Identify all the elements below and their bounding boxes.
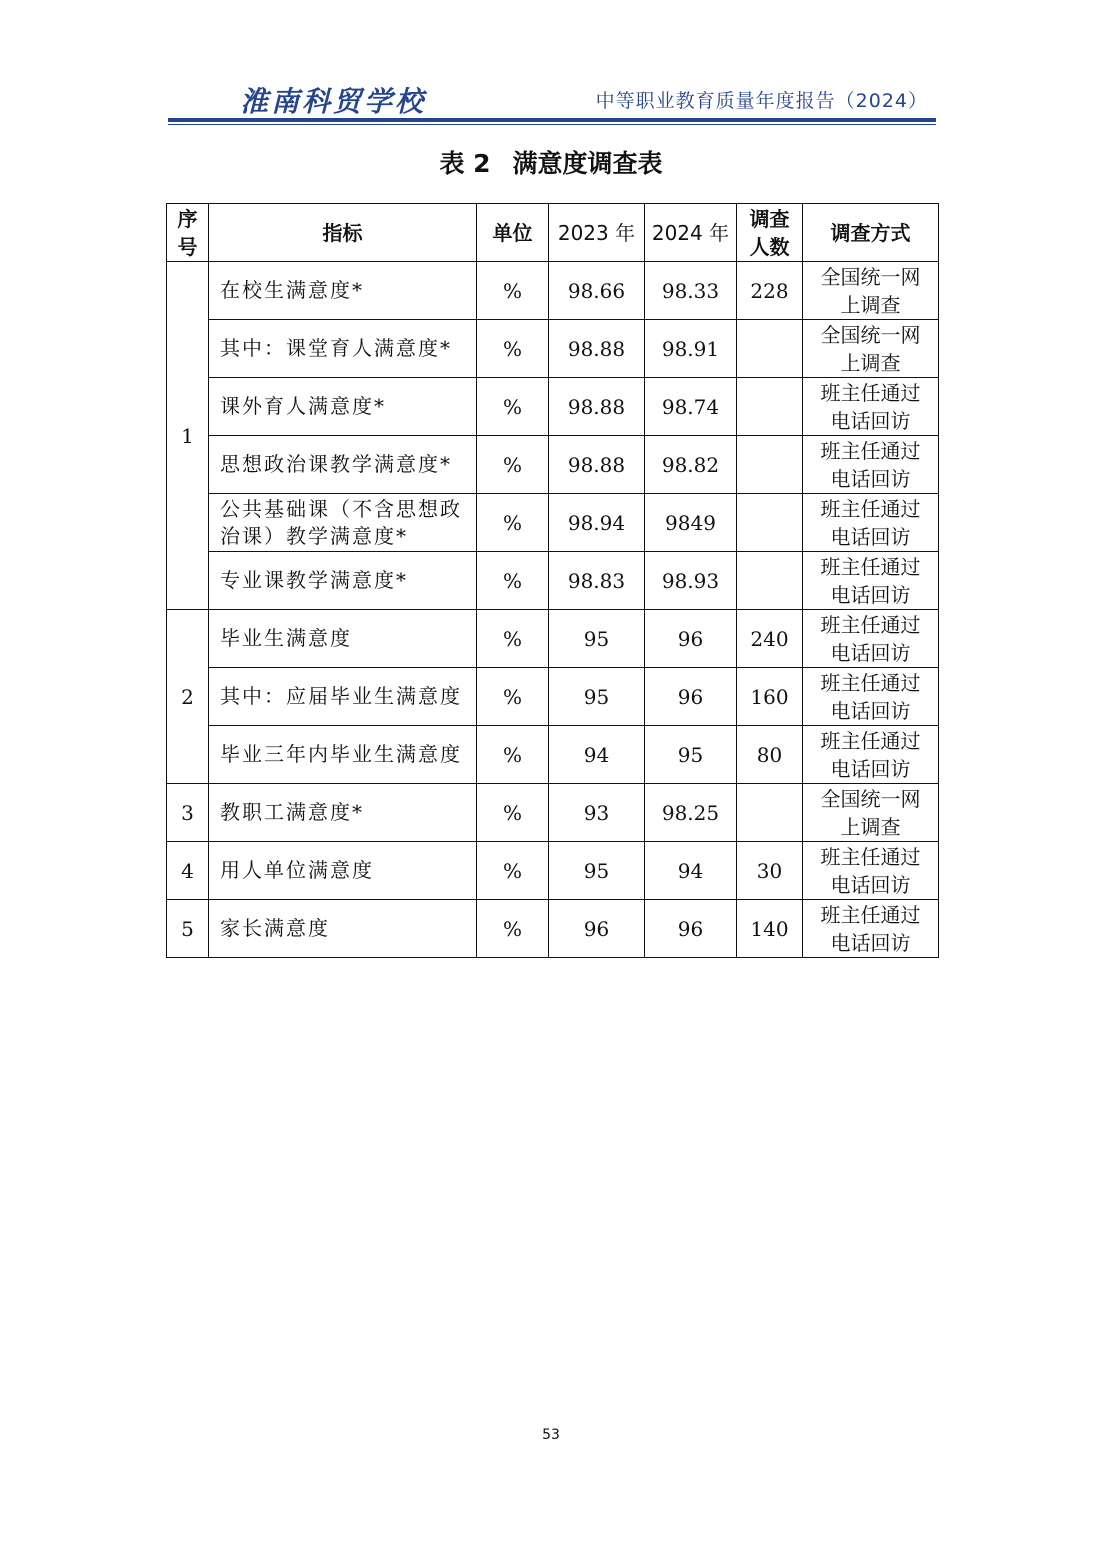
cell-method-text: 全国统一网上调查 bbox=[820, 322, 921, 375]
school-name-logo: 淮南科贸学校 bbox=[240, 85, 427, 118]
cell-indicator: 毕业生满意度 bbox=[209, 610, 477, 668]
cell-2023: 95 bbox=[549, 842, 645, 900]
cell-indicator: 毕业三年内毕业生满意度 bbox=[209, 726, 477, 784]
cell-unit: % bbox=[477, 494, 549, 552]
cell-count bbox=[737, 552, 803, 610]
table-row bbox=[167, 668, 939, 726]
table-row bbox=[167, 610, 939, 668]
table-row bbox=[167, 378, 939, 436]
header-2024: 2024 年 bbox=[645, 204, 737, 262]
header-unit: 单位 bbox=[477, 204, 549, 262]
cell-method-text: 班主任通过电话回访 bbox=[820, 438, 921, 491]
cell-unit: % bbox=[477, 610, 549, 668]
cell-2023: 98.83 bbox=[549, 552, 645, 610]
page-header bbox=[168, 72, 936, 126]
cell-2023: 95 bbox=[549, 610, 645, 668]
cell-count: 240 bbox=[737, 610, 803, 668]
cell-count bbox=[737, 784, 803, 842]
cell-2023: 93 bbox=[549, 784, 645, 842]
header-divider-thin bbox=[168, 124, 936, 125]
cell-indicator: 在校生满意度* bbox=[209, 262, 477, 320]
cell-method-text: 班主任通过电话回访 bbox=[820, 554, 921, 607]
cell-2023: 98.88 bbox=[549, 436, 645, 494]
cell-method-text: 班主任通过电话回访 bbox=[820, 380, 921, 433]
cell-unit: % bbox=[477, 262, 549, 320]
table-caption-label: 表 2 bbox=[439, 149, 491, 178]
report-title: 中等职业教育质量年度报告（2024） bbox=[595, 90, 928, 112]
table-row bbox=[167, 842, 939, 900]
cell-2023: 98.66 bbox=[549, 262, 645, 320]
cell-2023: 98.88 bbox=[549, 378, 645, 436]
cell-method bbox=[803, 726, 939, 784]
cell-method bbox=[803, 610, 939, 668]
cell-method bbox=[803, 378, 939, 436]
cell-method bbox=[803, 784, 939, 842]
cell-seq: 1 bbox=[167, 262, 209, 610]
cell-unit: % bbox=[477, 436, 549, 494]
table-row bbox=[167, 320, 939, 378]
cell-unit: % bbox=[477, 900, 549, 958]
cell-method bbox=[803, 552, 939, 610]
cell-2023: 94 bbox=[549, 726, 645, 784]
header-indicator: 指标 bbox=[209, 204, 477, 262]
cell-method-text: 班主任通过电话回访 bbox=[820, 612, 921, 665]
cell-seq: 4 bbox=[167, 842, 209, 900]
cell-2024: 98.74 bbox=[645, 378, 737, 436]
cell-2024: 98.25 bbox=[645, 784, 737, 842]
cell-count: 30 bbox=[737, 842, 803, 900]
cell-indicator: 家长满意度 bbox=[209, 900, 477, 958]
cell-method-text: 班主任通过电话回访 bbox=[820, 728, 921, 781]
cell-unit: % bbox=[477, 320, 549, 378]
cell-count bbox=[737, 378, 803, 436]
cell-indicator: 思想政治课教学满意度* bbox=[209, 436, 477, 494]
cell-count: 80 bbox=[737, 726, 803, 784]
table-row bbox=[167, 552, 939, 610]
cell-count bbox=[737, 436, 803, 494]
cell-unit: % bbox=[477, 378, 549, 436]
cell-method-text: 班主任通过电话回访 bbox=[820, 670, 921, 723]
cell-2024: 95 bbox=[645, 726, 737, 784]
cell-indicator: 课外育人满意度* bbox=[209, 378, 477, 436]
cell-indicator: 教职工满意度* bbox=[209, 784, 477, 842]
cell-indicator: 其中：课堂育人满意度* bbox=[209, 320, 477, 378]
satisfaction-survey-table bbox=[166, 203, 939, 958]
cell-unit: % bbox=[477, 726, 549, 784]
cell-method-text: 班主任通过电话回访 bbox=[820, 496, 921, 549]
page-number: 53 bbox=[542, 1427, 560, 1443]
cell-2024: 96 bbox=[645, 610, 737, 668]
cell-method bbox=[803, 320, 939, 378]
header-divider-thick bbox=[168, 118, 936, 122]
table-body bbox=[167, 262, 939, 958]
cell-2024: 98.93 bbox=[645, 552, 737, 610]
table-row bbox=[167, 436, 939, 494]
cell-count: 140 bbox=[737, 900, 803, 958]
cell-method-text: 全国统一网上调查 bbox=[820, 264, 921, 317]
cell-method-text: 班主任通过电话回访 bbox=[820, 902, 921, 955]
cell-indicator: 其中：应届毕业生满意度 bbox=[209, 668, 477, 726]
cell-method-text: 全国统一网上调查 bbox=[820, 786, 921, 839]
cell-count: 160 bbox=[737, 668, 803, 726]
cell-method-text: 班主任通过电话回访 bbox=[820, 844, 921, 897]
cell-method bbox=[803, 262, 939, 320]
cell-2024: 98.91 bbox=[645, 320, 737, 378]
table-caption bbox=[0, 144, 1102, 180]
cell-2024: 98.33 bbox=[645, 262, 737, 320]
cell-2023: 98.94 bbox=[549, 494, 645, 552]
cell-seq: 3 bbox=[167, 784, 209, 842]
table-row bbox=[167, 784, 939, 842]
cell-indicator: 用人单位满意度 bbox=[209, 842, 477, 900]
table-header-row bbox=[167, 204, 939, 262]
cell-2024: 96 bbox=[645, 900, 737, 958]
cell-2024: 96 bbox=[645, 668, 737, 726]
cell-2024: 9849 bbox=[645, 494, 737, 552]
cell-2023: 96 bbox=[549, 900, 645, 958]
cell-count bbox=[737, 494, 803, 552]
header-seq: 序号 bbox=[167, 204, 209, 262]
cell-2023: 95 bbox=[549, 668, 645, 726]
header-method: 调查方式 bbox=[803, 204, 939, 262]
cell-count: 228 bbox=[737, 262, 803, 320]
cell-unit: % bbox=[477, 668, 549, 726]
cell-method bbox=[803, 494, 939, 552]
table-row bbox=[167, 262, 939, 320]
header-2023: 2023 年 bbox=[549, 204, 645, 262]
cell-method bbox=[803, 668, 939, 726]
cell-indicator: 专业课教学满意度* bbox=[209, 552, 477, 610]
cell-unit: % bbox=[477, 552, 549, 610]
header-count: 调查人数 bbox=[737, 204, 803, 262]
cell-2024: 98.82 bbox=[645, 436, 737, 494]
cell-count bbox=[737, 320, 803, 378]
table-row bbox=[167, 494, 939, 552]
cell-unit: % bbox=[477, 842, 549, 900]
cell-method bbox=[803, 900, 939, 958]
cell-unit: % bbox=[477, 784, 549, 842]
table-row bbox=[167, 900, 939, 958]
cell-seq: 2 bbox=[167, 610, 209, 784]
table-caption-title: 满意度调查表 bbox=[512, 149, 663, 178]
table-row bbox=[167, 726, 939, 784]
cell-indicator: 公共基础课（不含思想政治课）教学满意度* bbox=[209, 494, 477, 552]
cell-2024: 94 bbox=[645, 842, 737, 900]
cell-seq: 5 bbox=[167, 900, 209, 958]
cell-2023: 98.88 bbox=[549, 320, 645, 378]
cell-method bbox=[803, 436, 939, 494]
cell-method bbox=[803, 842, 939, 900]
